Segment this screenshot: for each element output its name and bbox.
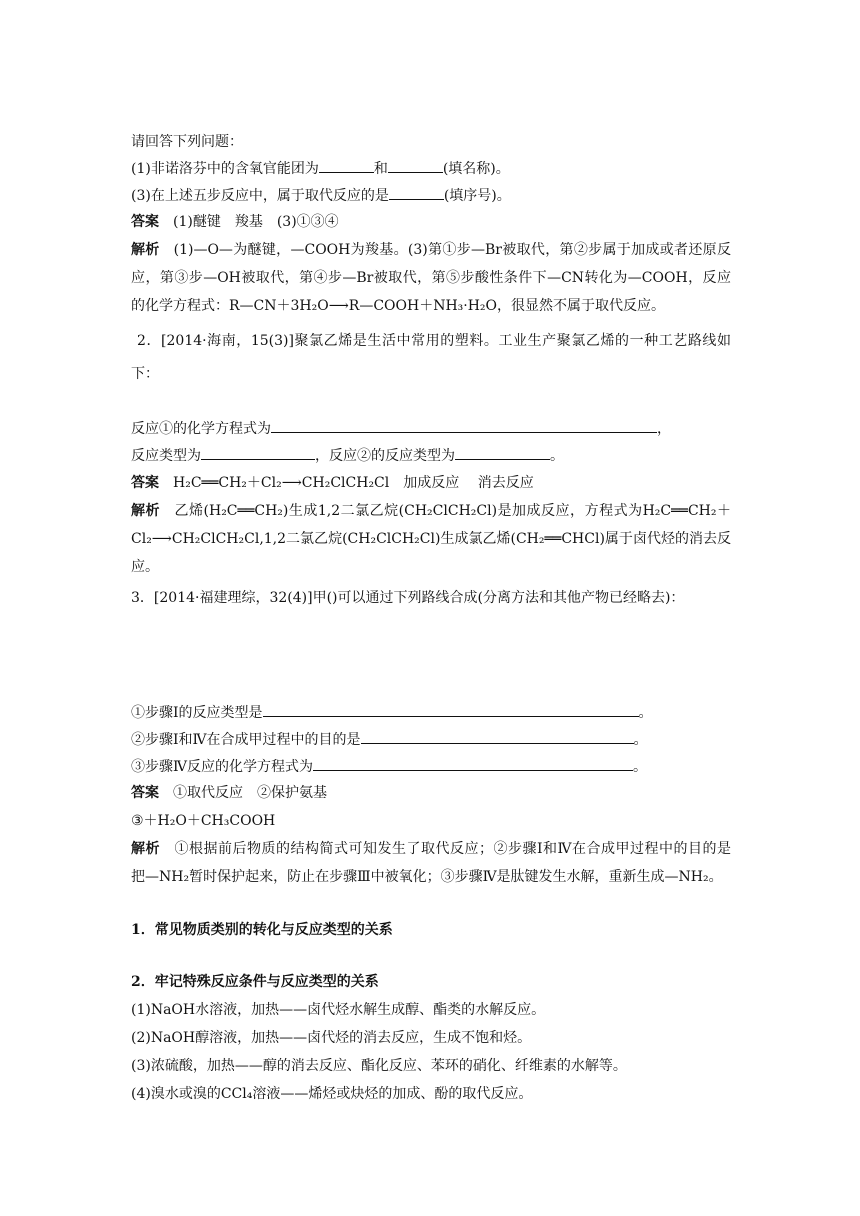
analysis-text: (1)—O—为醚键，—COOH为羧基。(3)第①步—Br被取代，第②步属于加成或者还原反 — [173, 242, 731, 258]
summary-heading-1: 1．常见物质类别的转化与反应类型的关系 — [131, 922, 393, 938]
q3-stem-text: 甲()可以通过下列路线合成(分离方法和其他产物已经略去)： — [312, 590, 685, 606]
q3-fill2-text: ②步骤Ⅰ和Ⅳ在合成甲过程中的目的是 — [131, 732, 361, 748]
q3-source: [2014·福建理综，32(4)] — [153, 590, 313, 606]
answer-blank[interactable] — [271, 418, 657, 433]
answer-blank[interactable] — [389, 185, 444, 200]
q1-subquestion-3 — [131, 185, 511, 206]
summary-item-1: (1)NaOH水溶液，加热——卤代烃水解生成醇、酯类的水解反应。 — [131, 1002, 546, 1018]
answer-text: H₂C══CH₂＋Cl₂⟶CH₂ClCH₂Cl 加成反应 消去反应 — [173, 475, 534, 491]
q1-analysis-line-3: 的化学方程式：R—CN＋3H₂O⟶R—COOH＋NH₃·H₂O，很显然不属于取代反应。 — [131, 298, 666, 314]
q2-analysis-line-2: Cl₂⟶CH₂ClCH₂Cl,1,2二氯乙烷(CH₂ClCH₂Cl)生成氯乙烯(CH₂══CHCl)属于卤代烃的消去反 — [131, 531, 731, 547]
q2-stem-line-1 — [137, 331, 731, 351]
q3-fill-1 — [131, 702, 653, 723]
summary-item-3: (3)浓硫酸，加热——醇的消去反应、酯化反应、苯环的硝化、纤维素的水解等。 — [131, 1058, 627, 1074]
summary-item-2: (2)NaOH醇溶液，加热——卤代烃的消去反应，生成不饱和烃。 — [131, 1030, 532, 1046]
summary-item-4: (4)溴水或溴的CCl₄溶液——烯烃或炔烃的加成、酚的取代反应。 — [131, 1086, 533, 1102]
q2-fill2-text-b: ，反应②的反应类型为 — [315, 448, 455, 464]
answer-label: 答案 — [131, 475, 159, 491]
q3-analysis-line-1 — [131, 839, 731, 859]
answer-blank[interactable] — [388, 158, 443, 173]
q2-number: 2． — [137, 333, 162, 349]
q2-fill-1 — [131, 418, 671, 439]
q2-fill1-end: ， — [657, 421, 671, 437]
q3-fill1-end: 。 — [638, 705, 653, 721]
q3-answer-line-2: ③＋H₂O＋CH₃COOH — [131, 813, 276, 829]
answer-blank[interactable] — [263, 702, 639, 717]
q2-analysis-line-1 — [131, 501, 731, 521]
answer-blank[interactable] — [361, 729, 634, 744]
answer-blank[interactable] — [319, 158, 374, 173]
answer-blank[interactable] — [455, 445, 550, 460]
q3-fill2-end: 。 — [633, 732, 648, 748]
q2-fill-2 — [131, 445, 564, 466]
q3-stem — [131, 588, 684, 608]
q2-answer — [131, 473, 534, 493]
analysis-text: 乙烯(H₂C══CH₂)生成1,2二氯乙烷(CH₂ClCH₂Cl)是加成反应，方程式为H₂C══CH₂＋ — [174, 503, 732, 519]
answer-text: ①取代反应 ②保护氨基 — [173, 785, 327, 801]
q1-prompt: 请回答下列问题： — [131, 134, 243, 150]
q1-sub1-text-a: (1)非诺洛芬中的含氧官能团为 — [131, 161, 319, 177]
q1-analysis-line-1 — [131, 240, 731, 260]
analysis-label: 解析 — [131, 503, 161, 519]
summary-heading-2: 2．牢记特殊反应条件与反应类型的关系 — [131, 974, 379, 990]
q3-number: 3． — [131, 590, 154, 606]
analysis-label: 解析 — [131, 841, 160, 857]
q3-fill3-text: ③步骤Ⅳ反应的化学方程式为 — [131, 759, 313, 775]
q1-sub3-text-b: (填序号)。 — [443, 188, 511, 204]
answer-blank[interactable] — [313, 756, 633, 771]
analysis-label: 解析 — [131, 242, 160, 258]
q3-fill-3 — [131, 756, 647, 777]
q3-answer — [131, 783, 327, 803]
answer-blank[interactable] — [201, 445, 315, 460]
q3-analysis-line-2: 把—NH₂暂时保护起来，防止在步骤Ⅲ中被氧化；③步骤Ⅳ是肽键发生水解，重新生成—NH₂。 — [131, 869, 723, 885]
q1-answer — [131, 212, 339, 232]
q3-fill-2 — [131, 729, 648, 750]
q2-fill2-text-a: 反应类型为 — [131, 448, 201, 464]
q2-analysis-line-3: 应。 — [131, 559, 159, 575]
q2-fill2-end: 。 — [550, 448, 564, 464]
q1-subquestion-1 — [131, 158, 510, 179]
q3-fill3-end: 。 — [633, 759, 647, 775]
answer-label: 答案 — [131, 214, 159, 230]
analysis-text: ①根据前后物质的结构简式可知发生了取代反应；②步骤Ⅰ和Ⅳ在合成甲过程中的目的是 — [174, 841, 731, 857]
q1-sub3-text-a: (3)在上述五步反应中，属于取代反应的是 — [131, 188, 389, 204]
q2-stem: 聚氯乙烯是生活中常用的塑料。工业生产聚氯乙烯的一种工艺路线如 — [293, 333, 731, 349]
answer-label: 答案 — [131, 785, 159, 801]
q2-fill1-text: 反应①的化学方程式为 — [131, 421, 271, 437]
q1-analysis-line-2: 应，第③步—OH被取代，第④步—Br被取代，第⑤步酸性条件下—CN转化为—COOH，反应 — [131, 270, 731, 286]
q2-source: [2014·海南，15(3)] — [161, 333, 294, 349]
q1-sub1-text-c: (填名称)。 — [442, 161, 510, 177]
q2-stem-line-2: 下： — [131, 366, 159, 382]
q1-sub1-text-b: 和 — [373, 161, 388, 177]
q3-fill1-text: ①步骤Ⅰ的反应类型是 — [131, 705, 263, 721]
answer-text: (1)醚键 羧基 (3)①③④ — [173, 214, 339, 230]
